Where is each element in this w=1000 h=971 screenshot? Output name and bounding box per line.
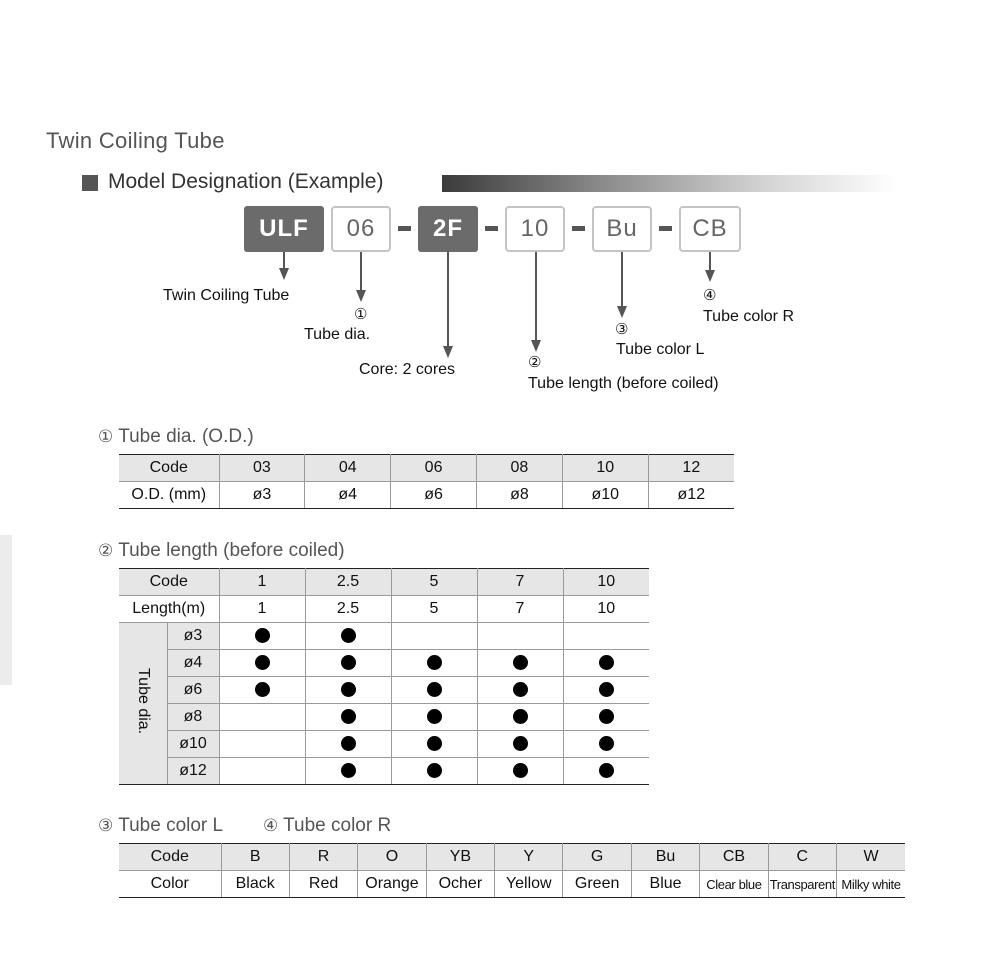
code-cell: 10 <box>562 455 648 482</box>
available-dot-icon <box>513 709 528 724</box>
code-cell: 1 <box>219 569 305 596</box>
row-header-code: Code <box>119 569 219 596</box>
row-header-color: Color <box>119 871 221 898</box>
row-header-length: Length(m) <box>119 596 219 623</box>
code-cell: 5 <box>391 569 477 596</box>
available-dot-icon <box>513 736 528 751</box>
available-dot-icon <box>599 655 614 670</box>
available-dot-icon <box>341 655 356 670</box>
available-dot-icon <box>255 682 270 697</box>
model-code-color-l: Bu <box>592 206 652 252</box>
availability-cell <box>391 731 477 758</box>
availability-cell <box>305 650 391 677</box>
availability-cell <box>305 677 391 704</box>
availability-cell <box>219 677 305 704</box>
od-cell: ø12 <box>648 482 734 509</box>
available-dot-icon <box>427 763 442 778</box>
available-dot-icon <box>341 736 356 751</box>
available-dot-icon <box>427 682 442 697</box>
availability-cell <box>219 704 305 731</box>
availability-cell <box>477 758 563 785</box>
code-cell: Bu <box>631 844 699 871</box>
code-cell: 03 <box>219 455 305 482</box>
tube-length-table <box>119 568 649 785</box>
label-tube-dia-number: ① <box>354 306 368 323</box>
length-cell: 2.5 <box>305 596 391 623</box>
tube-dia-table <box>119 454 734 509</box>
table-row <box>119 482 734 509</box>
available-dot-icon <box>341 763 356 778</box>
table-row <box>119 677 649 704</box>
label-series: Twin Coiling Tube <box>163 287 290 304</box>
side-header-tube-dia <box>119 623 167 785</box>
code-cell: C <box>768 844 836 871</box>
label-color-r: Tube color R <box>703 308 794 325</box>
dia-row-header: ø4 <box>167 650 219 677</box>
table3-number-l: ③ <box>98 816 114 836</box>
table2-title <box>98 540 345 562</box>
od-cell: ø8 <box>476 482 562 509</box>
code-cell: 06 <box>391 455 477 482</box>
dia-row-header: ø8 <box>167 704 219 731</box>
label-tube-dia: Tube dia. <box>304 326 371 343</box>
code-cell: CB <box>700 844 768 871</box>
table-row <box>119 758 649 785</box>
dia-row-header: ø3 <box>167 623 219 650</box>
availability-cell <box>563 623 649 650</box>
color-cell: Green <box>563 871 631 898</box>
available-dot-icon <box>599 682 614 697</box>
table-row <box>119 871 905 898</box>
table3-title-l: Tube color L <box>118 815 223 836</box>
availability-cell <box>219 731 305 758</box>
availability-cell <box>391 677 477 704</box>
od-cell: ø6 <box>391 482 477 509</box>
availability-cell <box>563 758 649 785</box>
model-code-core: 2F <box>418 206 478 252</box>
label-core: Core: 2 cores <box>359 361 456 378</box>
color-cell: Orange <box>358 871 426 898</box>
length-cell: 1 <box>219 596 305 623</box>
page-title: Twin Coiling Tube <box>46 128 225 153</box>
dia-row-header: ø10 <box>167 731 219 758</box>
label-length-number: ② <box>528 354 542 371</box>
od-cell: ø10 <box>562 482 648 509</box>
table1-title-text: Tube dia. (O.D.) <box>118 426 254 447</box>
available-dot-icon <box>341 709 356 724</box>
od-cell: ø4 <box>305 482 391 509</box>
side-header-label: Tube dia. <box>134 667 152 735</box>
row-header-code: Code <box>119 844 221 871</box>
available-dot-icon <box>599 709 614 724</box>
availability-cell <box>219 623 305 650</box>
od-cell: ø3 <box>219 482 305 509</box>
code-cell: 12 <box>648 455 734 482</box>
code-cell: W <box>837 844 905 871</box>
code-cell: 7 <box>477 569 563 596</box>
availability-cell <box>477 677 563 704</box>
code-cell: O <box>358 844 426 871</box>
availability-cell <box>391 650 477 677</box>
label-color-l-number: ③ <box>615 321 629 338</box>
table-row <box>119 844 905 871</box>
available-dot-icon <box>513 655 528 670</box>
available-dot-icon <box>341 682 356 697</box>
available-dot-icon <box>255 628 270 643</box>
availability-cell <box>563 677 649 704</box>
availability-cell <box>477 704 563 731</box>
availability-cell <box>563 650 649 677</box>
table3-title-r: Tube color R <box>283 815 392 836</box>
availability-cell <box>305 704 391 731</box>
table-row <box>119 569 649 596</box>
available-dot-icon <box>427 709 442 724</box>
dia-row-header: ø6 <box>167 677 219 704</box>
available-dot-icon <box>427 655 442 670</box>
availability-cell <box>219 758 305 785</box>
available-dot-icon <box>513 682 528 697</box>
row-header-code: Code <box>119 455 219 482</box>
label-color-r-number: ④ <box>703 287 717 304</box>
table2-number: ② <box>98 541 114 561</box>
availability-cell <box>305 758 391 785</box>
availability-cell <box>305 731 391 758</box>
designation-arrows <box>0 0 1000 420</box>
table2-title-text: Tube length (before coiled) <box>118 540 345 561</box>
color-cell: Clear blue <box>700 871 768 898</box>
availability-cell <box>391 623 477 650</box>
availability-cell <box>391 758 477 785</box>
code-cell: 08 <box>476 455 562 482</box>
table-row <box>119 455 734 482</box>
table-row <box>119 623 649 650</box>
availability-cell <box>477 623 563 650</box>
code-cell: G <box>563 844 631 871</box>
row-header-od: O.D. (mm) <box>119 482 219 509</box>
color-cell: Ocher <box>426 871 494 898</box>
code-cell: 04 <box>305 455 391 482</box>
model-code-tube-dia: 06 <box>331 206 391 252</box>
dia-row-header: ø12 <box>167 758 219 785</box>
table-row <box>119 596 649 623</box>
available-dot-icon <box>341 628 356 643</box>
availability-cell <box>563 731 649 758</box>
table-row <box>119 731 649 758</box>
color-cell: Black <box>221 871 289 898</box>
available-dot-icon <box>599 763 614 778</box>
label-color-l: Tube color L <box>616 341 705 358</box>
model-code-color-r: CB <box>679 206 741 252</box>
left-edge-strip <box>0 535 12 685</box>
color-cell: Milky white <box>837 871 905 898</box>
table-row <box>119 650 649 677</box>
availability-cell <box>305 623 391 650</box>
availability-cell <box>563 704 649 731</box>
color-cell: Yellow <box>495 871 563 898</box>
code-cell: Y <box>495 844 563 871</box>
code-cell: R <box>289 844 357 871</box>
color-cell: Transparent <box>768 871 836 898</box>
available-dot-icon <box>513 763 528 778</box>
availability-cell <box>391 704 477 731</box>
table1-title <box>98 426 254 448</box>
length-cell: 7 <box>477 596 563 623</box>
available-dot-icon <box>599 736 614 751</box>
code-cell: 10 <box>563 569 649 596</box>
section-title: Model Designation (Example) <box>108 170 384 193</box>
code-cell: 2.5 <box>305 569 391 596</box>
code-cell: YB <box>426 844 494 871</box>
available-dot-icon <box>427 736 442 751</box>
model-code-length: 10 <box>505 206 565 252</box>
color-cell: Blue <box>631 871 699 898</box>
availability-cell <box>477 650 563 677</box>
availability-cell <box>219 650 305 677</box>
available-dot-icon <box>255 655 270 670</box>
table-row <box>119 704 649 731</box>
tube-color-table <box>119 843 905 898</box>
table1-number: ① <box>98 427 114 447</box>
model-code-series: ULF <box>244 206 324 252</box>
availability-cell <box>477 731 563 758</box>
label-length: Tube length (before coiled) <box>528 375 719 392</box>
color-cell: Red <box>289 871 357 898</box>
code-cell: B <box>221 844 289 871</box>
table3-number-r: ④ <box>262 816 279 836</box>
length-cell: 5 <box>391 596 477 623</box>
table3-title <box>98 815 391 837</box>
length-cell: 10 <box>563 596 649 623</box>
